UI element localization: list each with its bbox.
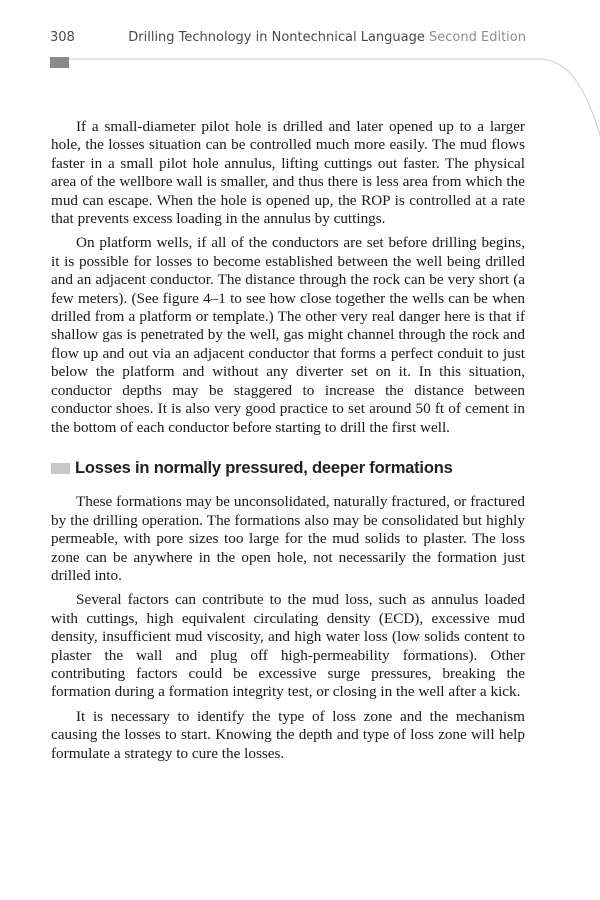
section-heading-text: Losses in normally pressured, deeper formations: [75, 458, 453, 477]
header-marker-block: [50, 57, 69, 68]
paragraph-2: On platform wells, if all of the conductors are set before drilling begins, it is possible for losses to become established between the well being drilled and an adjacent conductor. The distance through the rock can be very short (a few meters). (See figure 4–1 to see how close together the wells can be when drilled from a platform or template.) The other very real danger here is that if shallow gas is penetrated by the well, gas might channel through the rock and flow up and out via an adjacent conductor that forms a perfect conduit to just below the platform and without any diverter set on it. In this situation, conductor depths may be staggered to increase the distance between conductor shoes. It is also very good practice to set around 50 ft of cement in the bottom of each conductor before starting to drill the first well.: [51, 234, 525, 436]
section-heading: [51, 459, 525, 477]
paragraph-1: If a small-diameter pilot hole is drilled and later opened up to a larger hole, the losses situation can be controlled much more easily. The mud flows faster in a small pilot hole annulus, lifting cuttings out faster. The physical area of the wellbore wall is smaller, and thus there is less area from which the mud can escape. When the hole is opened up, the ROP is controlled at a rate that prevents excess loading in the annulus by cuttings.: [51, 118, 525, 228]
paragraph-4: Several factors can contribute to the mud loss, such as annulus loaded with cuttings, high equivalent circulating density (ECD), excessive mud density, insufficient mud viscosity, and high water loss (low solids content to plaster the wall and plug off high-permeability formations). Other contributing factors could be excessive surge pressures, breaking the formation during a formation integrity test, or closing in the well after a kick.: [51, 591, 525, 701]
running-head: [50, 30, 526, 50]
paragraph-5: It is necessary to identify the type of loss zone and the mechanism causing the losses to start. Knowing the depth and type of loss zone will help formulate a strategy to cure the losses.: [51, 707, 525, 762]
edition-label: Second Edition: [429, 30, 526, 45]
heading-marker-block: [51, 463, 70, 474]
page-number: 308: [50, 30, 75, 45]
body-text: [51, 118, 525, 769]
book-title: Drilling Technology in Nontechnical Language: [128, 30, 425, 45]
paragraph-3: These formations may be unconsolidated, naturally fractured, or fractured by the drilling operation. The formations also may be consolidated but highly permeable, with pore sizes too large for the mud solids to plaster. The loss zone can be anywhere in the open hole, not necessarily the formation just drilled into.: [51, 493, 525, 584]
running-title: [128, 30, 526, 45]
